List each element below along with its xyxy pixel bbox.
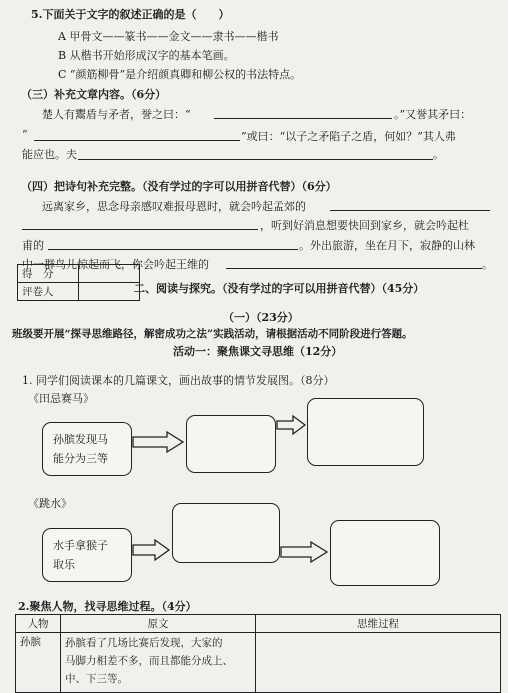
s3-line1-end: 。”又誉其矛曰：	[394, 108, 472, 121]
s3-line3-end: 。	[433, 148, 444, 161]
score-table	[17, 264, 140, 301]
q1-stem: 1. 同学们阅读课本的几篇课文，画出故事的情节发展图。（8分）	[22, 374, 335, 387]
s4-line3-start: 甫的	[22, 239, 44, 252]
s4-line3-end: 。外出旅游，坐在月下，寂静的山林	[299, 239, 475, 252]
s3-blank2[interactable]	[34, 140, 240, 141]
col-header-thinking: 思维过程	[256, 615, 501, 633]
thinking-table	[15, 614, 501, 693]
score-label: 得 分	[18, 265, 79, 283]
story-tianji: 《田忌赛马》	[28, 392, 94, 405]
s4-blank3[interactable]	[48, 249, 298, 250]
score-cell[interactable]	[79, 265, 140, 283]
story-tiaoshui: 《跳水》	[28, 497, 72, 510]
col-header-person: 人物	[16, 615, 61, 633]
grader-label: 评卷人	[18, 283, 79, 301]
q2-stem: 2.聚焦人物，找寻思维过程。（4分）	[18, 600, 197, 613]
arrow-right-icon	[275, 414, 307, 436]
section2-intro: 班级要开展“探寻思维路径，解密成功之法”实践活动，请根据活动不同阶段进行答题。	[12, 328, 413, 340]
tiaoshui-box-2[interactable]	[172, 503, 280, 563]
s3-blank3[interactable]	[78, 159, 433, 160]
activity-one: 活动一：聚焦课文寻思维（12分）	[173, 345, 343, 358]
tianji-box1-line2: 能分为三等	[53, 452, 108, 465]
section2-sub: （一）（23分）	[223, 311, 299, 324]
s4-line2: ，听到好消息想要快回到家乡，就会吟起杜	[260, 219, 469, 232]
table-row-thinking-answer[interactable]	[256, 633, 501, 693]
s4-line4-end: 。	[482, 258, 493, 271]
q5-option-a: A 甲骨文——篆书——金文——隶书——楷书	[58, 30, 279, 43]
grader-cell[interactable]	[79, 283, 140, 301]
arrow-right-icon	[279, 540, 329, 564]
tiaoshui-box1-line2: 取乐	[53, 558, 75, 571]
arrow-right-icon	[131, 538, 171, 562]
s4-blank1[interactable]	[330, 210, 490, 211]
table-row-text	[61, 633, 256, 693]
table-row-text-line2: 马脚力相差不多，而且都能分成上、	[65, 655, 233, 667]
tianji-box-2[interactable]	[186, 415, 276, 473]
s3-blank1[interactable]	[214, 118, 392, 119]
q5-stem: 5.下面关于文字的叙述正确的是（ ）	[31, 8, 230, 21]
tiaoshui-box1-line1: 水手拿猴子	[53, 539, 108, 552]
table-row-person: 孙膑	[16, 633, 61, 693]
section3-title: （三）补充文章内容。（6分）	[21, 88, 167, 101]
s3-line3-start: 能应也。夫	[22, 148, 77, 161]
tianji-box-1	[42, 422, 132, 476]
s4-blank4[interactable]	[226, 268, 482, 269]
s3-line2-end: ”或曰：“以子之矛陷子之盾，何如？”其人弗	[241, 130, 456, 143]
table-row-text-line1: 孙膑看了几场比赛后发现，大家的	[65, 637, 223, 649]
table-row-text-line3: 中、下三等。	[65, 673, 128, 685]
s4-blank2[interactable]	[22, 229, 258, 230]
tianji-box1-line1: 孙膑发现马	[53, 433, 108, 446]
tiaoshui-box-3[interactable]	[330, 520, 440, 586]
s4-line4: 中一群鸟儿惊起而飞，你会吟起王维的	[22, 258, 209, 271]
arrow-right-icon	[131, 430, 185, 454]
tiaoshui-box-1	[42, 528, 132, 582]
s3-line2-start: “	[22, 128, 28, 141]
s3-line1-start: 楚人有鬻盾与矛者，誉之曰：“	[42, 108, 191, 121]
tianji-box-3[interactable]	[307, 398, 424, 466]
col-header-text: 原文	[61, 615, 256, 633]
q5-option-b: B 从楷书开始形成汉字的基本笔画。	[58, 49, 235, 62]
section4-title: （四）把诗句补充完整。（没有学过的字可以用拼音代替）（6分）	[21, 180, 337, 193]
q5-option-c: C “颜筋柳骨”是介绍颜真卿和柳公权的书法特点。	[58, 68, 302, 81]
s4-line1: 远离家乡，思念母亲感叹难报母恩时，就会吟起孟郊的	[42, 200, 306, 213]
section2-title: 二、阅读与探究。（没有学过的字可以用拼音代替）（45分）	[134, 282, 425, 295]
